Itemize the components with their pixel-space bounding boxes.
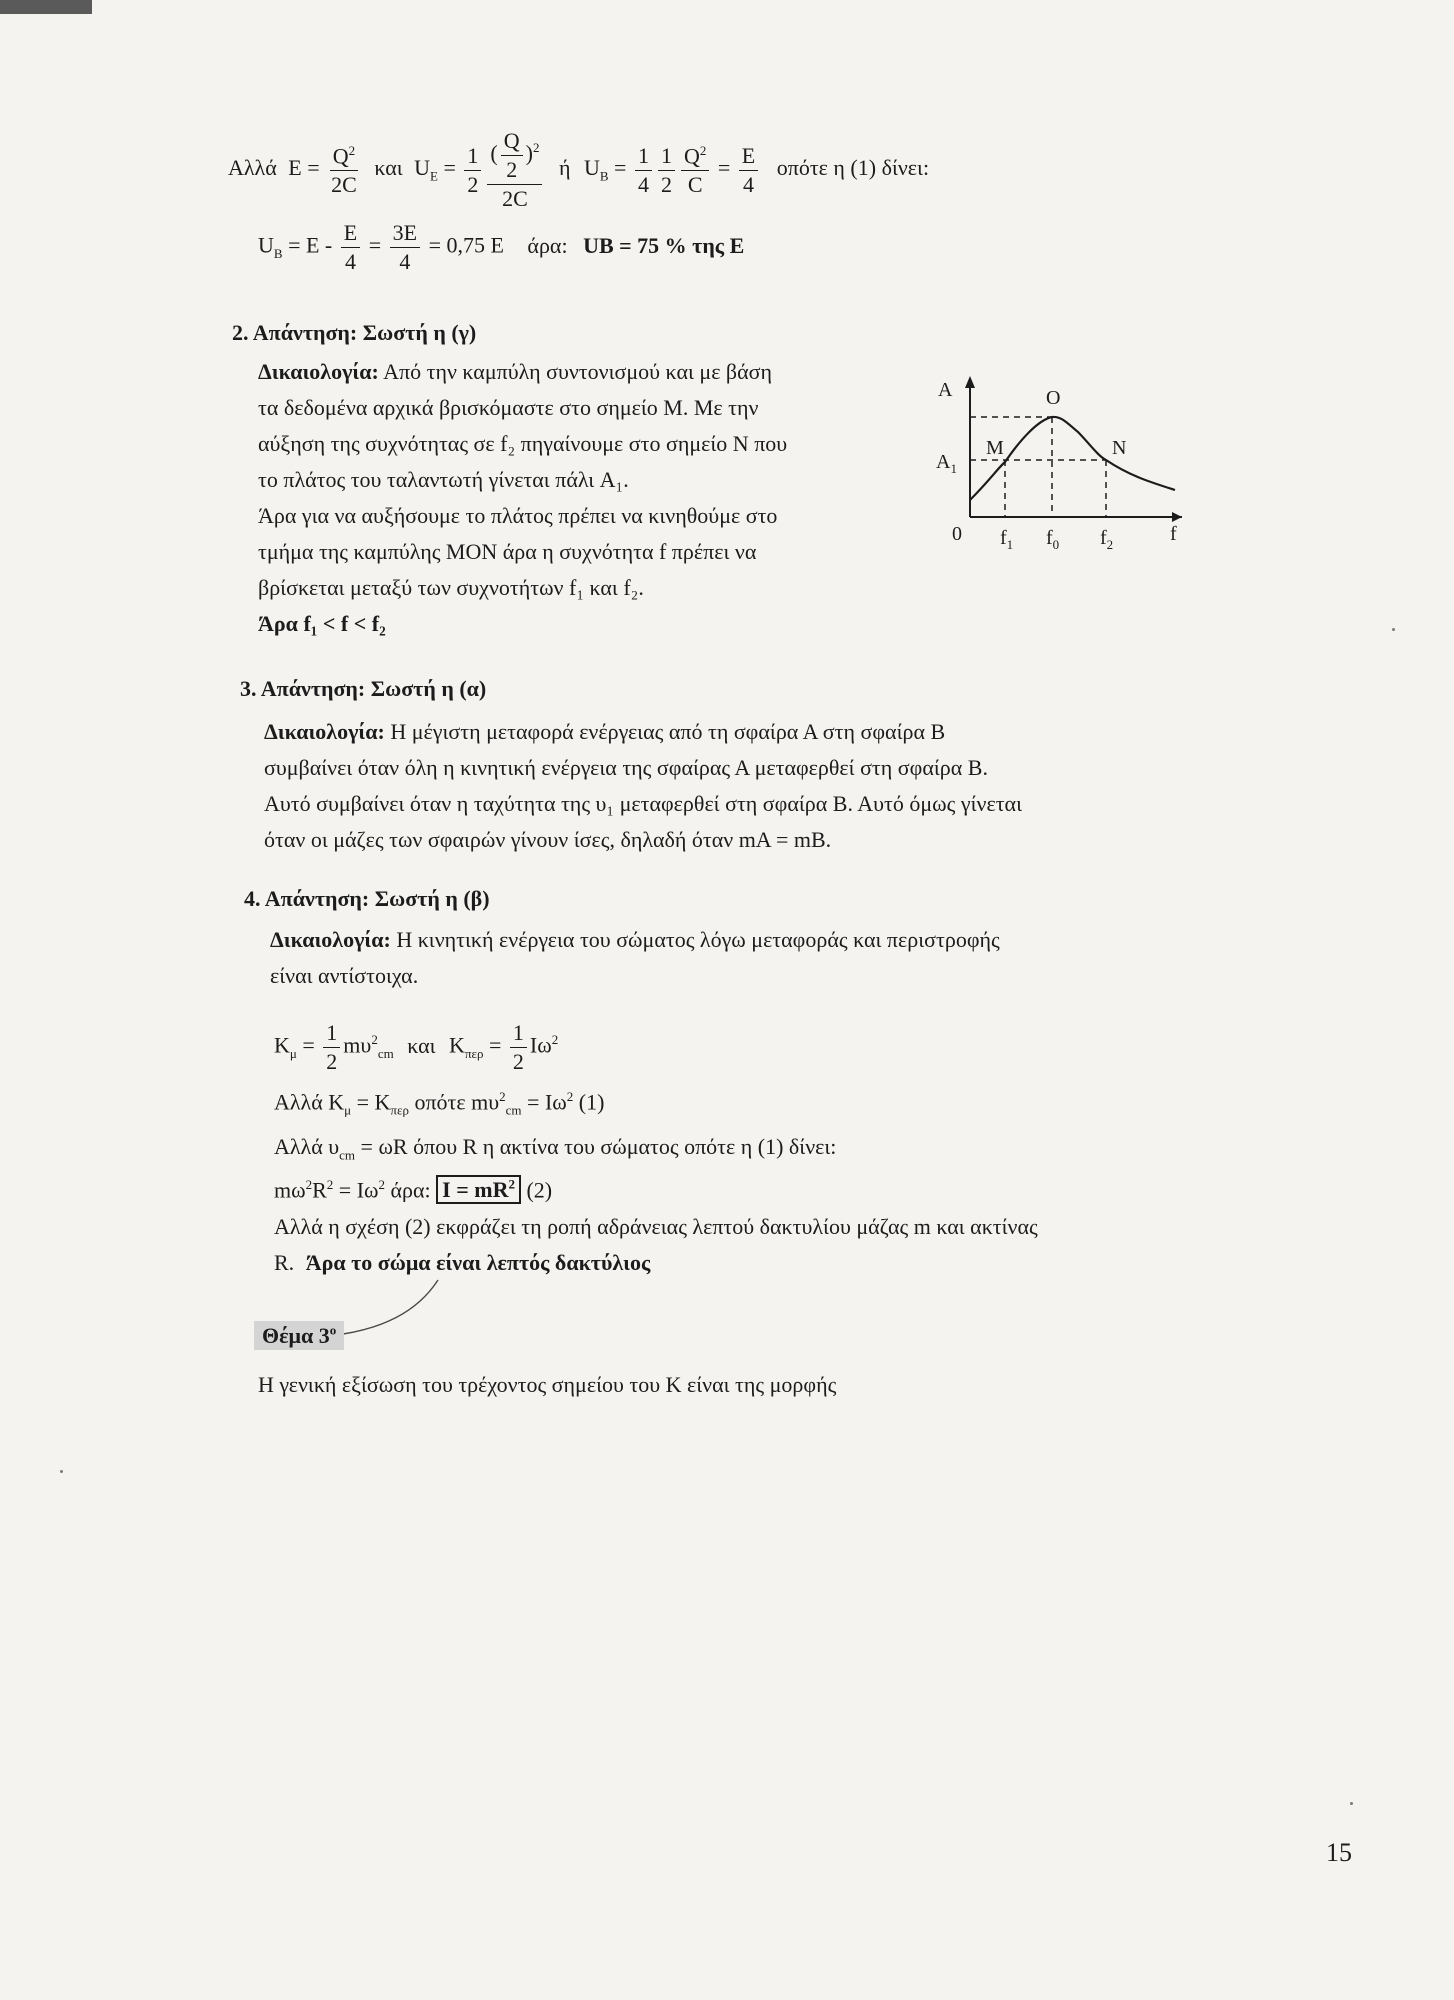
f-axis-arrow — [1172, 512, 1182, 522]
ub-result: UB = 75 % της E — [583, 232, 745, 258]
equation-line-6: R. Άρα το σώμα είναι λεπτός δακτύλιος — [274, 1250, 651, 1275]
topic3-text: Η γενική εξίσωση του τρέχοντος σημείου του Κ είναι της μορφής — [258, 1372, 837, 1397]
answer3-heading: 3. Απάντηση: Σωστή η (α) — [240, 676, 487, 701]
label-A1: $A_1$ — [936, 451, 957, 476]
answer2-heading: 2. Απάντηση: Σωστή η (γ) — [232, 320, 477, 345]
scan-corner-mark — [0, 0, 92, 14]
page-number: 15 — [1326, 1838, 1352, 1867]
energy-equation-line: Αλλά E = $\frac{Q^2}{2C}$ και $U_E$ = $\frac{1}{2}$ ( $\frac{Q}{2}$ )$^2$ 2C ή $U_B$ = $\frac{1}{4}$ $\frac{1}{2}$ $\frac{Q^2}{C}$ = $\frac{E}{4}$ οπότε η (1) δίνει: — [228, 128, 930, 211]
label-f: f — [1170, 523, 1177, 545]
label-f0: $f_0$ — [1046, 527, 1060, 552]
amplitude-axis-arrow — [965, 376, 975, 388]
label-A: A — [938, 379, 953, 401]
answer3-body: Δικαιολογία: Η μέγιστη μεταφορά ενέργειας από τη σφαίρα Α στη σφαίρα Β συμβαίνει όταν όλη η κινητική ενέργεια της σφαίρας Α μεταφερθεί στη σφαίρα Β. Αυτό συμβαίνει όταν η ταχύτητα της υ₁ μεταφερθεί στη σφαίρα Β. Αυτό όμως γίνεται όταν οι μάζες των σφαιρών γίνουν ίσες, δηλαδή όταν mA = mB. — [264, 719, 1022, 852]
label-N: N — [1112, 437, 1127, 459]
boxed-moment-of-inertia: $I = mR^2$ — [436, 1175, 521, 1204]
answer4-heading: 4. Απάντηση: Σωστή η (β) — [244, 886, 490, 911]
equation-line-4: $m\omega^2R^2 = I\omega^2$ άρα: $I = mR^2$ (2) — [274, 1177, 553, 1203]
topic3-label: Θέμα $3^o$ — [254, 1324, 344, 1347]
ub-equation-line: $U_B = E$ - $\frac{E}{4}$ = $\frac{3E}{4}$ = 0,75 E άρα: UB = 75 % της E — [258, 220, 745, 274]
label-f1: $f_1$ — [1000, 527, 1014, 552]
label-origin: 0 — [952, 523, 962, 545]
resonance-curve-graph — [930, 372, 1190, 557]
pen-stroke — [340, 1270, 460, 1340]
equation-line-2: Αλλά $K_\mu = K_{\pi\varepsilon\rho}$ οπότε $m\upsilon^2_{cm} = I\omega^2$ (1) — [274, 1089, 605, 1118]
equation-line-5: Αλλά η σχέση (2) εκφράζει τη ροπή αδράνειας λεπτού δακτυλίου μάζας m και ακτίνας — [274, 1214, 1038, 1239]
kinetic-energy-equation: $K_\mu$ = $\frac{1}{2}$ $m\upsilon^2_{cm}$ και $K_{\pi\varepsilon\rho}$ = $\frac{1}{2}$ $I\omega^2$ — [274, 1020, 559, 1074]
answer4-conclusion: Άρα το σώμα είναι λεπτός δακτύλιος — [305, 1250, 651, 1275]
label-M: M — [986, 437, 1004, 459]
answer4-intro: Δικαιολογία: Η κινητική ενέργεια του σώματος λόγω μεταφοράς και περιστροφής είναι αντίστοιχα. — [270, 927, 1000, 988]
label-f2: $f_2$ — [1100, 527, 1114, 552]
equation-line-3: Αλλά $\upsilon_{cm} = \omega R$ όπου R η ακτίνα του σώματος οπότε η (1) δίνει: — [274, 1134, 837, 1163]
answer2-body: Δικαιολογία: Από την καμπύλη συντονισμού και με βάση τα δεδομένα αρχικά βρισκόμαστε στο σημείο Μ. Με την αύξηση της συχνότητας σε f₂ πηγαίνουμε στο σημείο Ν που το πλάτος του ταλαντωτή γίνεται πάλι A₁. Άρα για να αυξήσουμε το πλάτος πρέπει να κινηθούμε στο τμήμα της καμπύλης ΜΟΝ άρα η συχνότητα f πρέπει να βρίσκεται μεταξύ των συχνοτήτων f₁ και f₂. Άρα f₁ < f < f₂ — [258, 359, 788, 636]
label-O: O — [1046, 387, 1061, 409]
